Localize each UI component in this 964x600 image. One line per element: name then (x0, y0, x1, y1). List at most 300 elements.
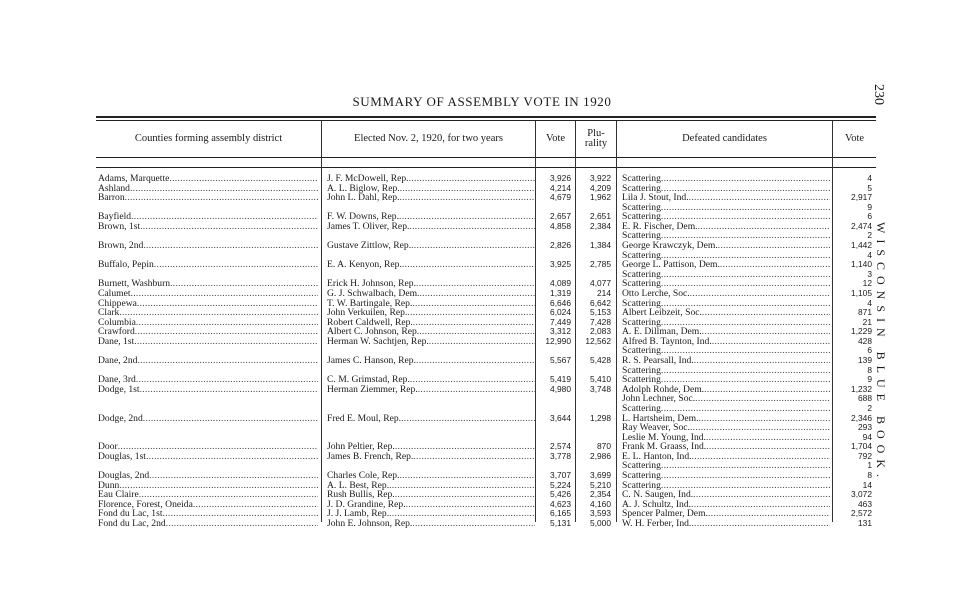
header-bottom-rule (96, 157, 876, 158)
dot-leader (412, 299, 535, 309)
defeated-cell-text: Scattering (622, 470, 661, 481)
dot-leader (695, 394, 830, 404)
elected-cell-text: Rush Bullis, Rep. (327, 490, 395, 500)
dot-leader (694, 356, 830, 366)
defeated-vote-cell: 14 (862, 480, 872, 490)
county-cell-text: Douglas, 1st (98, 451, 146, 462)
elected-cell (327, 174, 535, 184)
elected-cell-text: Erick H. Johnson, Rep. (327, 279, 416, 289)
dot-leader (690, 423, 830, 433)
county-cell-text: Adams, Marquette (98, 174, 170, 184)
elected-cell (327, 385, 535, 395)
county-cell (98, 299, 318, 309)
dot-leader (698, 222, 830, 232)
defeated-cell (622, 241, 830, 251)
dot-leader (702, 327, 830, 337)
defeated-cell (622, 299, 830, 309)
elected-cell (327, 509, 535, 519)
table-row (96, 490, 876, 500)
dot-leader (169, 174, 318, 184)
elected-cell (327, 337, 535, 347)
header-defeated: Defeated candidates (682, 133, 767, 144)
county-cell-text: Buffalo, Pepin (98, 260, 154, 270)
defeated-cell (622, 203, 830, 213)
dot-leader (419, 327, 535, 337)
elected-cell (327, 318, 535, 328)
plurality-cell: 2,384 (590, 221, 611, 231)
county-cell (98, 193, 318, 203)
elected-cell-text: James T. Oliver, Rep. (327, 221, 410, 232)
elected-cell-text: Charles Cole, Rep. (327, 470, 400, 481)
elected-cell-text: Gustave Zittlow, Rep. (327, 241, 412, 251)
dot-leader (143, 414, 318, 424)
table-row (96, 452, 876, 462)
defeated-vote-cell: 463 (858, 499, 872, 509)
defeated-vote-cell: 2,572 (851, 509, 872, 519)
dot-leader (125, 193, 318, 203)
dot-leader (691, 519, 830, 529)
defeated-vote-cell: 6 (867, 346, 872, 356)
dot-leader (693, 490, 830, 500)
table-row (96, 471, 876, 481)
elected-cell (327, 414, 535, 424)
header-county: Counties forming assembly district (134, 133, 283, 144)
vote-cell: 4,214 (550, 183, 571, 193)
defeated-cell-text: Scattering (622, 250, 661, 261)
county-cell-text: Calumet (98, 288, 131, 299)
defeated-cell-text: Otto Lerche, Soc. (622, 288, 690, 299)
defeated-cell (622, 318, 830, 328)
county-cell (98, 327, 318, 337)
defeated-vote-cell: 12 (862, 279, 872, 289)
dot-leader (698, 414, 830, 424)
table-row (96, 193, 876, 203)
plurality-cell: 12,562 (585, 336, 611, 346)
dot-leader (395, 490, 535, 500)
table-row (96, 279, 876, 289)
county-cell (98, 490, 318, 500)
county-cell (98, 174, 318, 184)
defeated-vote-cell: 1,105 (851, 288, 872, 298)
elected-cell-text: James C. Hanson, Rep. (327, 356, 416, 366)
county-cell (98, 519, 318, 529)
defeated-cell (622, 490, 830, 500)
defeated-vote-cell: 9 (867, 375, 872, 385)
table-row (96, 500, 876, 510)
elected-cell-text: E. A. Kenyon, Rep. (327, 260, 402, 270)
header-defeated-vote: Vote (844, 133, 865, 144)
defeated-vote-cell: 21 (862, 317, 872, 327)
dot-leader (718, 241, 830, 251)
defeated-cell (622, 404, 830, 414)
county-cell-text: Douglas, 2nd (98, 470, 150, 481)
elected-cell (327, 490, 535, 500)
dot-leader (409, 222, 535, 232)
defeated-vote-cell: 2,474 (851, 221, 872, 231)
elected-cell (327, 184, 535, 194)
dot-leader (131, 289, 318, 299)
elected-cell (327, 222, 535, 232)
elected-cell-text: James B. French, Rep. (327, 451, 414, 462)
defeated-cell-text: Ray Weaver, Soc. (622, 423, 690, 433)
defeated-vote-cell: 2 (867, 231, 872, 241)
defeated-vote-cell: 8 (867, 365, 872, 375)
defeated-vote-cell: 2,917 (851, 193, 872, 203)
county-cell (98, 481, 318, 491)
defeated-cell-text: W. H. Ferber, Ind. (622, 518, 692, 529)
defeated-cell (622, 231, 830, 241)
dot-leader (661, 366, 830, 376)
plurality-cell: 2,651 (590, 212, 611, 222)
defeated-vote-cell: 2 (867, 403, 872, 413)
vote-cell: 4,858 (550, 221, 571, 231)
dot-leader (119, 308, 318, 318)
elected-cell-text: G. J. Schwalbach, Dem. (327, 288, 420, 299)
county-cell-text: Dane, 1st (98, 336, 135, 347)
elected-cell (327, 356, 535, 366)
dot-leader (399, 212, 535, 222)
dot-leader (661, 184, 830, 194)
defeated-cell-text: Scattering (622, 269, 661, 280)
defeated-cell-text: Lila J. Stout, Ind. (622, 193, 689, 203)
dot-leader (416, 356, 535, 366)
plurality-cell: 3,593 (590, 509, 611, 519)
page-number: 230 (871, 84, 886, 105)
dot-leader (407, 308, 535, 318)
vote-cell: 4,679 (550, 193, 571, 203)
elected-cell-text: J. F. McDowell, Rep. (327, 174, 409, 184)
defeated-cell (622, 212, 830, 222)
dot-leader (395, 442, 535, 452)
dot-leader (166, 519, 318, 529)
county-cell (98, 442, 318, 452)
elected-cell (327, 289, 535, 299)
defeated-cell (622, 366, 830, 376)
vote-cell: 4,089 (550, 279, 571, 289)
vote-cell: 6,646 (550, 298, 571, 308)
dot-leader (389, 509, 535, 519)
plurality-cell: 1,384 (590, 241, 611, 251)
defeated-cell-text: E. L. Hanton, Ind. (622, 451, 692, 462)
header-vote: Vote (545, 133, 566, 144)
vote-cell: 2,657 (550, 212, 571, 222)
vote-cell: 3,644 (550, 413, 571, 423)
dot-leader (661, 481, 830, 491)
defeated-vote-cell: 428 (858, 336, 872, 346)
defeated-cell-text: Scattering (622, 346, 661, 356)
defeated-vote-cell: 1,442 (851, 241, 872, 251)
county-cell (98, 212, 318, 222)
dot-leader (661, 212, 830, 222)
dot-leader (134, 337, 318, 347)
side-running-title: WISCONSIN BLUE BOOK. (874, 222, 888, 483)
elected-cell (327, 375, 535, 385)
plurality-cell: 870 (597, 442, 611, 452)
county-cell-text: Dane, 2nd (98, 356, 138, 366)
county-cell-text: Dodge, 2nd (98, 413, 143, 423)
table-row (96, 327, 876, 337)
defeated-vote-cell: 3 (867, 269, 872, 279)
dot-leader (131, 212, 318, 222)
table-row (96, 423, 876, 433)
county-cell-text: Eau Claire (98, 490, 139, 500)
county-cell (98, 184, 318, 194)
defeated-cell (622, 174, 830, 184)
defeated-vote-cell: 8 (867, 470, 872, 480)
dot-leader (136, 318, 318, 328)
defeated-cell-text: Scattering (622, 375, 661, 385)
elected-cell (327, 279, 535, 289)
defeated-cell-text: Scattering (622, 202, 661, 213)
county-cell (98, 337, 318, 347)
elected-cell (327, 519, 535, 529)
dot-leader (706, 442, 830, 452)
table-row (96, 404, 876, 414)
vote-cell: 5,419 (550, 375, 571, 385)
dot-leader (402, 260, 535, 270)
dot-leader (702, 308, 830, 318)
dot-leader (401, 414, 535, 424)
plurality-cell: 2,986 (590, 451, 611, 461)
defeated-cell-text: Scattering (622, 461, 661, 471)
defeated-cell (622, 509, 830, 519)
defeated-cell-text: John Lechner, Soc. (622, 394, 696, 404)
defeated-cell (622, 433, 830, 443)
dot-leader (661, 346, 830, 356)
table-row (96, 519, 876, 529)
plurality-cell: 3,922 (590, 174, 611, 183)
dot-leader (708, 509, 830, 519)
dot-leader (140, 385, 318, 395)
defeated-cell (622, 375, 830, 385)
defeated-vote-cell: 1,229 (851, 327, 872, 337)
defeated-cell-text: Scattering (622, 231, 661, 241)
county-cell (98, 452, 318, 462)
elected-cell-text: Herman W. Sachtjen, Rep. (327, 336, 429, 347)
county-cell-text: Crawford (98, 327, 135, 337)
elected-cell (327, 442, 535, 452)
defeated-vote-cell: 3,072 (851, 490, 872, 500)
defeated-vote-cell: 94 (862, 432, 872, 442)
defeated-cell (622, 289, 830, 299)
county-cell (98, 509, 318, 519)
elected-cell-text: C. M. Grimstad, Rep. (327, 375, 410, 385)
defeated-cell-text: Albert Leibzeit, Soc. (622, 308, 702, 318)
dot-leader (661, 375, 830, 385)
county-cell-text: Bayfield (98, 212, 132, 222)
page-title: SUMMARY OF ASSEMBLY VOTE IN 1920 (352, 94, 612, 109)
defeated-cell-text: C. N. Saugen, Ind. (622, 490, 694, 500)
table-row (96, 299, 876, 309)
plurality-cell: 5,428 (590, 356, 611, 366)
table-row (96, 289, 876, 299)
dot-leader (409, 174, 535, 184)
defeated-vote-cell: 131 (858, 518, 872, 528)
table-row (96, 461, 876, 471)
elected-cell (327, 241, 535, 251)
defeated-cell (622, 481, 830, 491)
table-row (96, 251, 876, 261)
dot-leader (416, 279, 535, 289)
dot-leader (130, 184, 318, 194)
dot-leader (689, 193, 830, 203)
dot-leader (661, 471, 830, 481)
defeated-cell (622, 184, 830, 194)
county-cell-text: Fond du Lac, 1st (98, 509, 163, 519)
defeated-cell (622, 308, 830, 318)
elected-cell-text: J. J. Lamb, Rep. (327, 509, 390, 519)
defeated-cell-text: E. R. Fischer, Dem. (622, 221, 698, 232)
defeated-cell-text: Scattering (622, 212, 661, 222)
dot-leader (661, 461, 830, 471)
dot-leader (135, 327, 318, 337)
defeated-cell (622, 356, 830, 366)
header-plurality-line-1: Plu- (587, 128, 605, 139)
plurality-cell: 3,748 (590, 384, 611, 394)
county-cell-text: Dane, 3rd (98, 375, 136, 385)
county-cell-text: Ashland (98, 183, 130, 194)
defeated-vote-cell: 4 (867, 174, 872, 183)
plurality-cell: 5,410 (590, 375, 611, 385)
defeated-vote-cell: 1,704 (851, 442, 872, 452)
defeated-cell (622, 452, 830, 462)
dot-leader (400, 184, 535, 194)
elected-cell-text: John Verkuilen, Rep. (327, 308, 408, 318)
county-cell (98, 471, 318, 481)
dot-leader (143, 241, 318, 251)
plurality-cell: 3,699 (590, 470, 611, 480)
defeated-cell-text: Scattering (622, 298, 661, 309)
dot-leader (418, 385, 535, 395)
dot-leader (712, 337, 830, 347)
plurality-cell: 4,077 (590, 279, 611, 289)
defeated-vote-cell: 2,346 (851, 413, 872, 423)
dot-leader (661, 203, 830, 213)
defeated-cell-text: L. Hartsheim, Dem. (622, 413, 699, 423)
defeated-cell (622, 251, 830, 261)
defeated-cell-text: Leslie M. Young, Ind. (622, 432, 706, 443)
defeated-cell-text: Scattering (622, 279, 661, 289)
county-cell (98, 279, 318, 289)
county-cell-text: Burnett, Washburn (98, 279, 171, 289)
vote-cell: 3,925 (550, 260, 571, 270)
vote-cell: 6,165 (550, 509, 571, 519)
defeated-cell (622, 414, 830, 424)
dot-leader (118, 442, 318, 452)
defeated-cell-text: Scattering (622, 365, 661, 376)
elected-cell (327, 260, 535, 270)
dot-leader (413, 452, 535, 462)
plurality-cell: 2,083 (590, 327, 611, 337)
defeated-cell (622, 461, 830, 471)
dot-leader (193, 500, 318, 510)
plurality-cell: 214 (597, 288, 611, 298)
vote-cell: 5,426 (550, 490, 571, 500)
defeated-cell-text: Adolph Rohde, Dem. (622, 384, 705, 395)
table-top-rule (96, 116, 876, 118)
county-cell (98, 500, 318, 510)
county-cell (98, 222, 318, 232)
table-row (96, 203, 876, 213)
elected-cell-text: Fred E. Moul, Rep. (327, 413, 402, 423)
county-cell-text: Fond du Lac, 2nd (98, 518, 166, 529)
table-row (96, 184, 876, 194)
dot-leader (661, 251, 830, 261)
dot-leader (661, 404, 830, 414)
elected-cell-text: John Peltier, Rep. (327, 442, 395, 452)
defeated-cell (622, 500, 830, 510)
table-row (96, 308, 876, 318)
defeated-cell (622, 442, 830, 452)
plurality-cell: 1,298 (590, 413, 611, 423)
defeated-cell-text: Scattering (622, 183, 661, 194)
table-row (96, 212, 876, 222)
header-elected: Elected Nov. 2, 1920, for two years (354, 133, 503, 144)
defeated-vote-cell: 871 (858, 308, 872, 318)
dot-leader (661, 299, 830, 309)
dot-leader (170, 279, 318, 289)
defeated-vote-cell: 4 (867, 250, 872, 260)
defeated-cell (622, 385, 830, 395)
elected-cell (327, 299, 535, 309)
vote-cell: 3,707 (550, 470, 571, 480)
county-cell-text: Columbia (98, 317, 136, 328)
dot-leader (154, 260, 318, 270)
defeated-cell-text: Scattering (622, 480, 661, 491)
elected-cell-text: T. W. Bartingale, Rep. (327, 298, 413, 309)
plurality-cell: 4,209 (590, 183, 611, 193)
dot-leader (661, 231, 830, 241)
elected-cell (327, 471, 535, 481)
vote-cell: 12,990 (545, 336, 571, 346)
table-row (96, 318, 876, 328)
defeated-cell (622, 337, 830, 347)
defeated-cell (622, 222, 830, 232)
county-cell-text: Brown, 2nd (98, 241, 144, 251)
defeated-vote-cell: 688 (858, 394, 872, 404)
dot-leader (146, 452, 318, 462)
elected-cell-text: F. W. Downs, Rep. (327, 212, 399, 222)
table-row (96, 241, 876, 251)
elected-cell (327, 193, 535, 203)
county-cell-text: Clark (98, 308, 120, 318)
elected-cell (327, 212, 535, 222)
vote-cell: 3,312 (550, 327, 571, 337)
vote-cell: 2,826 (550, 241, 571, 251)
dot-leader (413, 318, 535, 328)
elected-cell (327, 500, 535, 510)
dot-leader (137, 356, 318, 366)
elected-cell-text: John E. Johnson, Rep. (327, 518, 413, 529)
defeated-cell-text: A. J. Schultz, Ind. (622, 499, 692, 510)
defeated-cell-text: Spencer Palmer, Dem. (622, 509, 708, 519)
elected-cell-text: Robert Caldwell, Rep. (327, 317, 413, 328)
county-cell (98, 308, 318, 318)
county-cell-text: Dodge, 1st (98, 384, 140, 395)
dot-leader (399, 193, 535, 203)
defeated-vote-cell: 4 (867, 298, 872, 308)
defeated-vote-cell: 792 (858, 451, 872, 461)
defeated-cell (622, 471, 830, 481)
dot-leader (661, 279, 830, 289)
county-cell-text: Door (98, 442, 118, 452)
dot-leader (706, 433, 830, 443)
vote-cell: 3,778 (550, 451, 571, 461)
defeated-cell-text: Scattering (622, 174, 661, 184)
defeated-cell-text: Alfred B. Taynton, Ind. (622, 336, 712, 347)
vote-cell: 3,926 (550, 174, 571, 183)
dot-leader (661, 174, 830, 184)
